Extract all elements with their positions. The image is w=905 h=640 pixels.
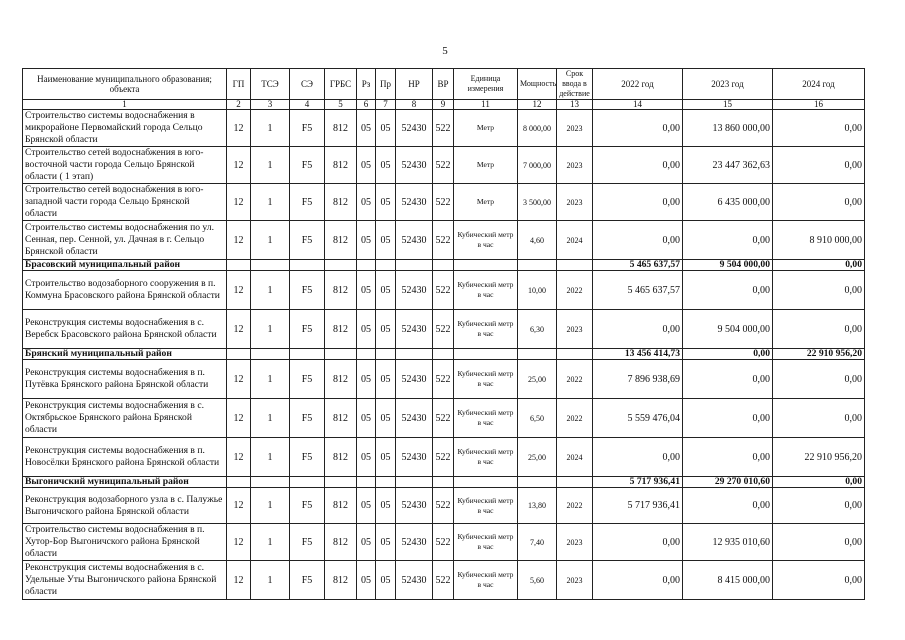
- amount-2023-cell: 12 935 010,60: [683, 524, 773, 561]
- amount-2022-cell: 7 896 938,69: [593, 360, 683, 399]
- section-tse-cell: [251, 477, 290, 488]
- name-cell: Реконструкция системы водоснабжения в с. Октябрьское Брянского района Брянской области: [23, 399, 227, 438]
- pr-cell: 05: [376, 399, 396, 438]
- column-number-cell: 12: [518, 100, 557, 110]
- capacity-cell: 25,00: [518, 360, 557, 399]
- grbs-cell: 812: [325, 271, 357, 310]
- pr-cell: 05: [376, 221, 396, 260]
- se-cell: F5: [290, 488, 325, 524]
- amount-2024-cell: 0,00: [773, 310, 865, 349]
- section-capacity-cell: [518, 349, 557, 360]
- tse-cell: 1: [251, 271, 290, 310]
- amount-2023-cell: 6 435 000,00: [683, 184, 773, 221]
- section-tse-cell: [251, 349, 290, 360]
- section-term-cell: [557, 349, 593, 360]
- amount-2023-cell: 9 504 000,00: [683, 310, 773, 349]
- term-cell: 2023: [557, 147, 593, 184]
- capacity-cell: 25,00: [518, 438, 557, 477]
- se-cell: F5: [290, 110, 325, 147]
- nr-cell: 52430: [396, 561, 433, 600]
- section-name-cell: Брянский муниципальный район: [23, 349, 227, 360]
- header-2022: 2022 год: [593, 69, 683, 100]
- unit-cell: Кубический метр в час: [454, 399, 518, 438]
- amount-2023-cell: 23 447 362,63: [683, 147, 773, 184]
- rz-cell: 05: [357, 221, 376, 260]
- column-number-cell: 6: [357, 100, 376, 110]
- column-number-cell: 11: [454, 100, 518, 110]
- vr-cell: 522: [433, 110, 454, 147]
- section-term-cell: [557, 477, 593, 488]
- gp-cell: 12: [227, 221, 251, 260]
- section-nr-cell: [396, 477, 433, 488]
- amount-2022-cell: 0,00: [593, 147, 683, 184]
- gp-cell: 12: [227, 399, 251, 438]
- table-row: [23, 360, 865, 399]
- section-unit-cell: [454, 349, 518, 360]
- gp-cell: 12: [227, 561, 251, 600]
- amount-2022-cell: 0,00: [593, 110, 683, 147]
- rz-cell: 05: [357, 524, 376, 561]
- gp-cell: 12: [227, 360, 251, 399]
- section-row: [23, 477, 865, 488]
- section-pr-cell: [376, 349, 396, 360]
- amount-2023-cell: 0,00: [683, 271, 773, 310]
- nr-cell: 52430: [396, 147, 433, 184]
- name-cell: Строительство водозаборного сооружения в п. Коммуна Брасовского района Брянской области: [23, 271, 227, 310]
- section-vr-cell: [433, 477, 454, 488]
- capacity-cell: 13,80: [518, 488, 557, 524]
- section-grbs-cell: [325, 260, 357, 271]
- se-cell: F5: [290, 438, 325, 477]
- grbs-cell: 812: [325, 360, 357, 399]
- section-se-cell: [290, 260, 325, 271]
- grbs-cell: 812: [325, 310, 357, 349]
- amount-2023-cell: 0,00: [683, 488, 773, 524]
- nr-cell: 52430: [396, 399, 433, 438]
- header-se: СЭ: [290, 69, 325, 100]
- gp-cell: 12: [227, 110, 251, 147]
- section-amount-2022-cell: 13 456 414,73: [593, 349, 683, 360]
- table-row: [23, 221, 865, 260]
- section-capacity-cell: [518, 477, 557, 488]
- section-term-cell: [557, 260, 593, 271]
- name-cell: Строительство сетей водоснабжения в юго-восточной части города Сельцо Брянской области ( 1 этап): [23, 147, 227, 184]
- pr-cell: 05: [376, 271, 396, 310]
- section-nr-cell: [396, 349, 433, 360]
- pr-cell: 05: [376, 524, 396, 561]
- tse-cell: 1: [251, 147, 290, 184]
- name-cell: Строительство системы водоснабжения в микрорайоне Первомайский города Сельцо Брянской области: [23, 110, 227, 147]
- se-cell: F5: [290, 221, 325, 260]
- name-cell: Строительство системы водоснабжения в п. Хутор-Бор Выгоничского района Брянской области: [23, 524, 227, 561]
- pr-cell: 05: [376, 147, 396, 184]
- unit-cell: Кубический метр в час: [454, 310, 518, 349]
- header-capacity: Мощность: [518, 69, 557, 100]
- name-cell: Строительство сетей водоснабжения в юго-западной части города Сельцо Брянской области: [23, 184, 227, 221]
- vr-cell: 522: [433, 524, 454, 561]
- unit-cell: Метр: [454, 184, 518, 221]
- section-amount-2022-cell: 5 717 936,41: [593, 477, 683, 488]
- section-amount-2023-cell: 9 504 000,00: [683, 260, 773, 271]
- se-cell: F5: [290, 360, 325, 399]
- amount-2022-cell: 0,00: [593, 438, 683, 477]
- pr-cell: 05: [376, 310, 396, 349]
- gp-cell: 12: [227, 310, 251, 349]
- section-name-cell: Выгоничский муниципальный район: [23, 477, 227, 488]
- header-vr: ВР: [433, 69, 454, 100]
- amount-2022-cell: 0,00: [593, 184, 683, 221]
- section-row: [23, 349, 865, 360]
- se-cell: F5: [290, 184, 325, 221]
- amount-2023-cell: 0,00: [683, 221, 773, 260]
- header-unit: Единица измерения: [454, 69, 518, 100]
- amount-2024-cell: 0,00: [773, 271, 865, 310]
- pr-cell: 05: [376, 561, 396, 600]
- tse-cell: 1: [251, 488, 290, 524]
- pr-cell: 05: [376, 360, 396, 399]
- vr-cell: 522: [433, 271, 454, 310]
- nr-cell: 52430: [396, 524, 433, 561]
- table-row: [23, 399, 865, 438]
- capacity-cell: 5,60: [518, 561, 557, 600]
- tse-cell: 1: [251, 110, 290, 147]
- capacity-cell: 4,60: [518, 221, 557, 260]
- gp-cell: 12: [227, 524, 251, 561]
- budget-table: [22, 68, 865, 600]
- table-body: [23, 110, 865, 600]
- vr-cell: 522: [433, 310, 454, 349]
- unit-cell: Кубический метр в час: [454, 438, 518, 477]
- amount-2022-cell: 0,00: [593, 221, 683, 260]
- section-vr-cell: [433, 349, 454, 360]
- amount-2024-cell: 22 910 956,20: [773, 438, 865, 477]
- nr-cell: 52430: [396, 360, 433, 399]
- section-amount-2023-cell: 29 270 010,60: [683, 477, 773, 488]
- amount-2022-cell: 5 465 637,57: [593, 271, 683, 310]
- rz-cell: 05: [357, 360, 376, 399]
- se-cell: F5: [290, 399, 325, 438]
- header-grbs: ГРБС: [325, 69, 357, 100]
- se-cell: F5: [290, 524, 325, 561]
- section-tse-cell: [251, 260, 290, 271]
- amount-2024-cell: 0,00: [773, 561, 865, 600]
- rz-cell: 05: [357, 438, 376, 477]
- amount-2024-cell: 0,00: [773, 488, 865, 524]
- term-cell: 2022: [557, 488, 593, 524]
- gp-cell: 12: [227, 184, 251, 221]
- table-row: [23, 184, 865, 221]
- grbs-cell: 812: [325, 399, 357, 438]
- tse-cell: 1: [251, 438, 290, 477]
- section-gp-cell: [227, 477, 251, 488]
- capacity-cell: 7 000,00: [518, 147, 557, 184]
- section-amount-2022-cell: 5 465 637,57: [593, 260, 683, 271]
- nr-cell: 52430: [396, 110, 433, 147]
- column-number-cell: 3: [251, 100, 290, 110]
- column-number-cell: 9: [433, 100, 454, 110]
- nr-cell: 52430: [396, 488, 433, 524]
- rz-cell: 05: [357, 399, 376, 438]
- amount-2024-cell: 0,00: [773, 147, 865, 184]
- grbs-cell: 812: [325, 184, 357, 221]
- grbs-cell: 812: [325, 524, 357, 561]
- header-name: Наименование муниципального образования; объекта: [23, 69, 227, 100]
- column-number-cell: 1: [23, 100, 227, 110]
- section-rz-cell: [357, 260, 376, 271]
- section-grbs-cell: [325, 349, 357, 360]
- header-2024: 2024 год: [773, 69, 865, 100]
- column-number-cell: 15: [683, 100, 773, 110]
- column-number-cell: 5: [325, 100, 357, 110]
- amount-2024-cell: 0,00: [773, 110, 865, 147]
- term-cell: 2022: [557, 360, 593, 399]
- vr-cell: 522: [433, 438, 454, 477]
- term-cell: 2024: [557, 438, 593, 477]
- gp-cell: 12: [227, 438, 251, 477]
- tse-cell: 1: [251, 310, 290, 349]
- pr-cell: 05: [376, 438, 396, 477]
- name-cell: Реконструкция водозаборного узла в с. Палужье Выгоничского района Брянской области: [23, 488, 227, 524]
- vr-cell: 522: [433, 488, 454, 524]
- section-gp-cell: [227, 349, 251, 360]
- table-row: [23, 147, 865, 184]
- term-cell: 2023: [557, 184, 593, 221]
- section-name-cell: Брасовский муниципальный район: [23, 260, 227, 271]
- grbs-cell: 812: [325, 110, 357, 147]
- vr-cell: 522: [433, 184, 454, 221]
- table-row: [23, 561, 865, 600]
- amount-2024-cell: 8 910 000,00: [773, 221, 865, 260]
- section-amount-2024-cell: 0,00: [773, 260, 865, 271]
- amount-2022-cell: 0,00: [593, 310, 683, 349]
- name-cell: Реконструкция системы водоснабжения в п. Путёвка Брянского района Брянской области: [23, 360, 227, 399]
- capacity-cell: 6,30: [518, 310, 557, 349]
- section-pr-cell: [376, 477, 396, 488]
- section-se-cell: [290, 477, 325, 488]
- gp-cell: 12: [227, 147, 251, 184]
- header-pr: Пр: [376, 69, 396, 100]
- amount-2023-cell: 0,00: [683, 438, 773, 477]
- term-cell: 2022: [557, 271, 593, 310]
- amount-2022-cell: 0,00: [593, 524, 683, 561]
- vr-cell: 522: [433, 360, 454, 399]
- se-cell: F5: [290, 561, 325, 600]
- rz-cell: 05: [357, 110, 376, 147]
- header-row: [23, 69, 865, 100]
- table-row: [23, 524, 865, 561]
- grbs-cell: 812: [325, 438, 357, 477]
- rz-cell: 05: [357, 184, 376, 221]
- column-number-cell: 16: [773, 100, 865, 110]
- section-capacity-cell: [518, 260, 557, 271]
- grbs-cell: 812: [325, 488, 357, 524]
- tse-cell: 1: [251, 360, 290, 399]
- vr-cell: 522: [433, 221, 454, 260]
- amount-2023-cell: 0,00: [683, 360, 773, 399]
- name-cell: Реконструкция системы водоснабжения в п. Новосёлки Брянского района Брянской области: [23, 438, 227, 477]
- page-number: 5: [442, 45, 448, 57]
- se-cell: F5: [290, 147, 325, 184]
- table-row: [23, 271, 865, 310]
- section-rz-cell: [357, 477, 376, 488]
- vr-cell: 522: [433, 147, 454, 184]
- tse-cell: 1: [251, 399, 290, 438]
- rz-cell: 05: [357, 147, 376, 184]
- section-grbs-cell: [325, 477, 357, 488]
- amount-2024-cell: 0,00: [773, 360, 865, 399]
- unit-cell: Кубический метр в час: [454, 360, 518, 399]
- name-cell: Реконструкция системы водоснабжения в с. Удельные Уты Выгоничского района Брянской области: [23, 561, 227, 600]
- table-row: [23, 110, 865, 147]
- amount-2023-cell: 8 415 000,00: [683, 561, 773, 600]
- section-amount-2023-cell: 0,00: [683, 349, 773, 360]
- grbs-cell: 812: [325, 221, 357, 260]
- section-amount-2024-cell: 0,00: [773, 477, 865, 488]
- table-row: [23, 310, 865, 349]
- section-row: [23, 260, 865, 271]
- amount-2024-cell: 0,00: [773, 399, 865, 438]
- nr-cell: 52430: [396, 221, 433, 260]
- term-cell: 2023: [557, 524, 593, 561]
- pr-cell: 05: [376, 184, 396, 221]
- tse-cell: 1: [251, 184, 290, 221]
- pr-cell: 05: [376, 488, 396, 524]
- capacity-cell: 10,00: [518, 271, 557, 310]
- section-vr-cell: [433, 260, 454, 271]
- unit-cell: Кубический метр в час: [454, 271, 518, 310]
- column-number-cell: 14: [593, 100, 683, 110]
- capacity-cell: 3 500,00: [518, 184, 557, 221]
- vr-cell: 522: [433, 561, 454, 600]
- unit-cell: Метр: [454, 110, 518, 147]
- amount-2022-cell: 5 559 476,04: [593, 399, 683, 438]
- section-unit-cell: [454, 477, 518, 488]
- rz-cell: 05: [357, 561, 376, 600]
- section-nr-cell: [396, 260, 433, 271]
- term-cell: 2022: [557, 399, 593, 438]
- tse-cell: 1: [251, 561, 290, 600]
- grbs-cell: 812: [325, 147, 357, 184]
- rz-cell: 05: [357, 310, 376, 349]
- capacity-cell: 6,50: [518, 399, 557, 438]
- gp-cell: 12: [227, 488, 251, 524]
- pr-cell: 05: [376, 110, 396, 147]
- amount-2024-cell: 0,00: [773, 184, 865, 221]
- tse-cell: 1: [251, 221, 290, 260]
- header-term: Срок ввода в действие: [557, 69, 593, 100]
- nr-cell: 52430: [396, 438, 433, 477]
- amount-2024-cell: 0,00: [773, 524, 865, 561]
- table-row: [23, 488, 865, 524]
- tse-cell: 1: [251, 524, 290, 561]
- section-se-cell: [290, 349, 325, 360]
- header-2023: 2023 год: [683, 69, 773, 100]
- name-cell: Реконструкция системы водоснабжения в с. Веребск Брасовского района Брянской области: [23, 310, 227, 349]
- header-tse: ТСЭ: [251, 69, 290, 100]
- section-pr-cell: [376, 260, 396, 271]
- unit-cell: Кубический метр в час: [454, 524, 518, 561]
- header-nr: НР: [396, 69, 433, 100]
- term-cell: 2023: [557, 110, 593, 147]
- term-cell: 2023: [557, 561, 593, 600]
- rz-cell: 05: [357, 488, 376, 524]
- header-gp: ГП: [227, 69, 251, 100]
- amount-2022-cell: 0,00: [593, 561, 683, 600]
- column-number-row: [23, 100, 865, 110]
- header-rz: Рз: [357, 69, 376, 100]
- se-cell: F5: [290, 271, 325, 310]
- capacity-cell: 7,40: [518, 524, 557, 561]
- rz-cell: 05: [357, 271, 376, 310]
- grbs-cell: 812: [325, 561, 357, 600]
- nr-cell: 52430: [396, 184, 433, 221]
- table-row: [23, 438, 865, 477]
- term-cell: 2023: [557, 310, 593, 349]
- unit-cell: Кубический метр в час: [454, 488, 518, 524]
- section-gp-cell: [227, 260, 251, 271]
- column-number-cell: 7: [376, 100, 396, 110]
- section-amount-2024-cell: 22 910 956,20: [773, 349, 865, 360]
- unit-cell: Кубический метр в час: [454, 561, 518, 600]
- vr-cell: 522: [433, 399, 454, 438]
- section-rz-cell: [357, 349, 376, 360]
- unit-cell: Метр: [454, 147, 518, 184]
- amount-2023-cell: 13 860 000,00: [683, 110, 773, 147]
- column-number-cell: 4: [290, 100, 325, 110]
- nr-cell: 52430: [396, 310, 433, 349]
- term-cell: 2024: [557, 221, 593, 260]
- capacity-cell: 8 000,00: [518, 110, 557, 147]
- column-number-cell: 13: [557, 100, 593, 110]
- column-number-cell: 2: [227, 100, 251, 110]
- amount-2022-cell: 5 717 936,41: [593, 488, 683, 524]
- amount-2023-cell: 0,00: [683, 399, 773, 438]
- se-cell: F5: [290, 310, 325, 349]
- unit-cell: Кубический метр в час: [454, 221, 518, 260]
- gp-cell: 12: [227, 271, 251, 310]
- column-number-cell: 8: [396, 100, 433, 110]
- nr-cell: 52430: [396, 271, 433, 310]
- section-unit-cell: [454, 260, 518, 271]
- name-cell: Строительство системы водоснабжения по ул. Сенная, пер. Сенной, ул. Дачная в г. Сельцо Брянской области: [23, 221, 227, 260]
